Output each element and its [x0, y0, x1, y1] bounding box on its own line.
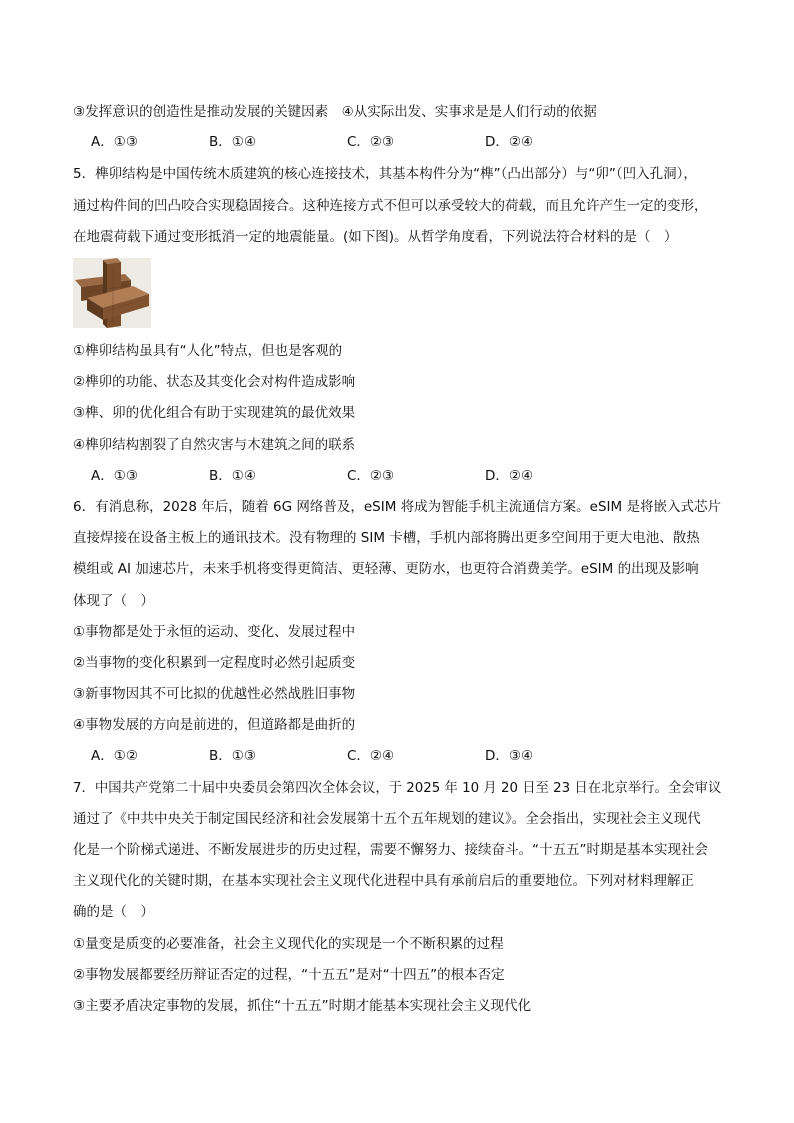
- q5-option-a[interactable]: A．①③: [91, 468, 138, 484]
- q7-statement-3: ③主要矛盾决定事物的发展，抓住“十五五”时期才能基本实现社会主义现代化: [73, 998, 532, 1014]
- q6-stem-line-4: 体现了（ ）: [73, 593, 154, 609]
- q5-stem-line-1: 5．榫卯结构是中国传统木质建筑的核心连接技术，其基本构件分为“榫”（凸出部分）与“卯”（凹入孔洞），: [73, 166, 697, 182]
- q4-option-c[interactable]: C．②③: [347, 134, 395, 150]
- q4-option-a[interactable]: A．①③: [91, 134, 138, 150]
- q5-statement-1: ①榫卯结构虽具有“人化”特点，但也是客观的: [73, 343, 343, 359]
- q5-statement-3: ③榫、卯的优化组合有助于实现建筑的最优效果: [73, 405, 356, 421]
- q5-option-b[interactable]: B．①④: [209, 468, 256, 484]
- q5-statement-4: ④榫卯结构割裂了自然灾害与木建筑之间的联系: [73, 437, 356, 453]
- q7-statement-1: ①量变是质变的必要准备，社会主义现代化的实现是一个不断积累的过程: [73, 936, 504, 952]
- q5-stem-line-2: 通过构件间的凹凸咬合实现稳固接合。这种连接方式不但可以承受较大的荷载，而且允许产生一定的变形，: [73, 198, 708, 214]
- q5-stem-line-3: 在地震荷载下通过变形抵消一定的地震能量。(如下图)。从哲学角度看，下列说法符合材料的是（ ）: [73, 229, 678, 245]
- q6-statement-4: ④事物发展的方向是前进的，但道路都是曲折的: [73, 717, 356, 733]
- q6-option-d[interactable]: D．③④: [485, 748, 534, 764]
- q6-option-a[interactable]: A．①②: [91, 748, 138, 764]
- q7-stem-line-4: 主义现代化的关键时期，在基本实现社会主义现代化进程中具有承前启后的重要地位。下列对材料理解正: [73, 873, 694, 889]
- q6-stem-line-3: 模组或 AI 加速芯片，未来手机将变得更简洁、更轻薄、更防水，也更符合消费美学。eSIM 的出现及影响: [73, 561, 699, 577]
- q6-statement-2: ②当事物的变化积累到一定程度时必然引起质变: [73, 655, 356, 671]
- q7-statement-2: ②事物发展都要经历辩证否定的过程，“十五五”是对“十四五”的根本否定: [73, 967, 505, 983]
- q7-stem-line-3: 化是一个阶梯式递进、不断发展进步的历史过程，需要不懈努力、接续奋斗。“十五五”时期是基本实现社会: [73, 842, 708, 858]
- q4-option-d[interactable]: D．②④: [485, 134, 534, 150]
- q6-statement-3: ③新事物因其不可比拟的优越性必然战胜旧事物: [73, 686, 356, 702]
- q4-option-b[interactable]: B．①④: [209, 134, 256, 150]
- q7-stem-line-5: 确的是（ ）: [73, 904, 154, 920]
- mortise-tenon-image: [73, 258, 151, 328]
- q6-stem-line-2: 直接焊接在设备主板上的通讯技术。没有物理的 SIM 卡槽，手机内部将腾出更多空间用于更大电池、散热: [73, 530, 700, 546]
- q6-statement-1: ①事物都是处于永恒的运动、变化、发展过程中: [73, 624, 356, 640]
- q4-statements-3-4: ③发挥意识的创造性是推动发展的关键因素 ④从实际出发、实事求是是人们行动的依据: [73, 104, 597, 120]
- q5-option-d[interactable]: D．②④: [485, 468, 534, 484]
- q6-stem-line-1: 6．有消息称，2028 年后，随着 6G 网络普及，eSIM 将成为智能手机主流通信方案。eSIM 是将嵌入式芯片: [73, 499, 721, 515]
- q7-stem-line-2: 通过了《中共中央关于制定国民经济和社会发展第十五个五年规划的建议》。全会指出，实现社会主义现代: [73, 811, 701, 827]
- q5-statement-2: ②榫卯的功能、状态及其变化会对构件造成影响: [73, 374, 356, 390]
- q7-stem-line-1: 7．中国共产党第二十届中央委员会第四次全体会议，于 2025 年 10 月 20 日至 23 日在北京举行。全会审议: [73, 780, 722, 796]
- q6-option-b[interactable]: B．①③: [209, 748, 256, 764]
- q6-option-c[interactable]: C．②④: [347, 748, 395, 764]
- q5-option-c[interactable]: C．②③: [347, 468, 395, 484]
